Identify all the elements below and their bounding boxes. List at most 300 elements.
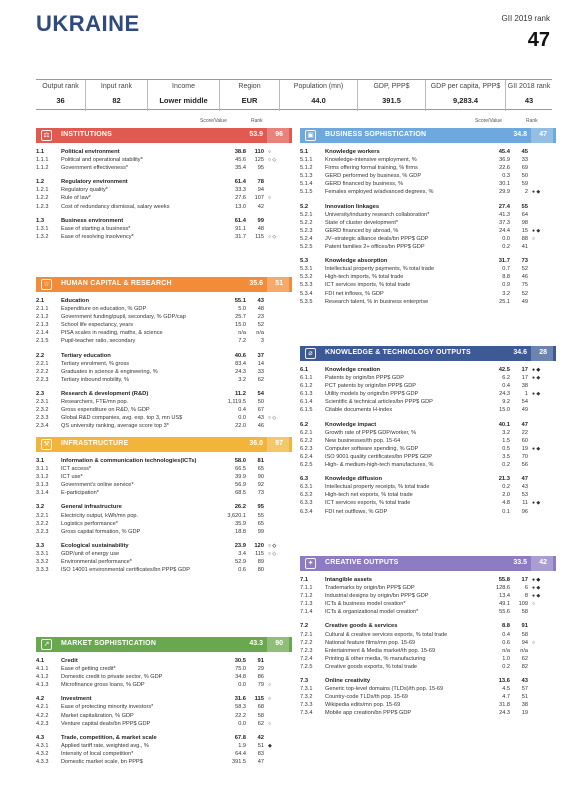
indicator-rank: 52 xyxy=(521,266,528,273)
indicator-row xyxy=(36,465,292,473)
indicator-score: 0.0 xyxy=(238,720,246,727)
left-score-header: Score/Value xyxy=(200,118,227,124)
indicator-score: 45.6 xyxy=(235,157,246,164)
indicator-score: 13.6 xyxy=(498,678,510,685)
indicator-rank: n/a xyxy=(256,330,264,337)
section-title: MARKET SOPHISTICATION xyxy=(61,640,157,647)
indicator-code: 7.2.5 xyxy=(300,663,313,670)
indicator-code: 3.1 xyxy=(36,458,45,464)
indicator-row xyxy=(36,194,292,202)
indicator-name: Information & communication technologies(ICTs) xyxy=(61,458,197,464)
indicator-rank: 78 xyxy=(257,179,264,186)
pillar-row xyxy=(300,677,556,685)
indicator-row xyxy=(36,520,292,528)
indicator-code: 6.2.3 xyxy=(300,445,313,452)
indicator-rank: 54 xyxy=(257,390,264,397)
indicator-code: 4.2.3 xyxy=(36,720,49,727)
strength-weakness-marker: ○ xyxy=(532,235,536,242)
pillar-row xyxy=(36,297,292,305)
indicator-rank: 86 xyxy=(257,674,264,681)
indicator-row xyxy=(36,406,292,414)
indicator-rank: 46 xyxy=(521,274,528,281)
indicator-row xyxy=(36,703,292,711)
indicator-row xyxy=(300,235,556,243)
indicator-row xyxy=(36,156,292,164)
summary-table xyxy=(36,79,552,110)
indicator-score: 55.8 xyxy=(498,577,510,583)
indicator-code: 6.3.3 xyxy=(300,500,313,507)
indicator-row xyxy=(300,211,556,219)
indicator-rank: 43 xyxy=(257,298,264,304)
indicator-group xyxy=(36,297,292,346)
indicator-score: 4.7 xyxy=(502,694,510,701)
indicator-row xyxy=(300,663,556,671)
indicator-name: Researchers, FTE/mn pop. xyxy=(61,399,129,406)
indicator-code: 1.2.1 xyxy=(36,187,49,194)
strength-weakness-marker: ● ◆ xyxy=(532,367,541,373)
indicator-rank: 50 xyxy=(521,173,528,180)
indicator-score: 24.3 xyxy=(235,368,246,375)
summary-value: 44.0 xyxy=(311,96,326,105)
indicator-code: 5.1.1 xyxy=(300,157,313,164)
pillar-row xyxy=(36,695,292,703)
indicator-score: 0.3 xyxy=(502,173,510,180)
indicator-score: 0.6 xyxy=(238,567,246,574)
pillar-row xyxy=(300,622,556,630)
section-title: HUMAN CAPITAL & RESEARCH xyxy=(61,280,172,287)
indicator-score: 24.4 xyxy=(499,227,510,234)
indicator-code: 1.2 xyxy=(36,179,45,186)
indicator-rank: 62 xyxy=(257,720,264,727)
indicator-rank: 55 xyxy=(257,512,264,519)
indicator-name: Mobile app creation/bn PPP$ GDP xyxy=(325,710,412,717)
section-body xyxy=(36,452,292,574)
indicator-row xyxy=(36,665,292,673)
indicator-name: Environmental performance* xyxy=(61,559,132,566)
indicator-name: New businesses/th pop. 15-64 xyxy=(325,437,401,444)
indicator-score: 1.0 xyxy=(502,655,510,662)
indicator-code: 4.1.3 xyxy=(36,682,49,689)
summary-label: Output rank xyxy=(42,83,79,90)
indicator-name: Gross expenditure on R&D, % GDP xyxy=(61,407,150,414)
indicator-code: 6.1.1 xyxy=(300,375,313,382)
indicator-row xyxy=(300,445,556,453)
indicator-rank: 2 xyxy=(524,189,528,196)
section-rank: 96 xyxy=(275,131,283,138)
pillar-row xyxy=(36,178,292,186)
indicator-score: 1.5 xyxy=(502,437,510,444)
indicator-rank: 51 xyxy=(521,694,528,701)
indicator-rank: 94 xyxy=(257,187,264,194)
section-title: INSTITUTIONS xyxy=(61,131,113,138)
section-rank: 90 xyxy=(275,640,283,647)
indicator-score: 22.2 xyxy=(235,712,246,719)
indicator-score: 68.5 xyxy=(235,490,246,497)
indicator-code: 5.1.3 xyxy=(300,173,313,180)
summary-label: GDP, PPP$ xyxy=(373,83,410,90)
indicator-code: 7.1.4 xyxy=(300,609,313,616)
country-name: UKRAINE xyxy=(36,11,140,36)
indicator-row xyxy=(36,742,292,750)
indicator-name: Creative goods & services xyxy=(325,623,398,630)
strength-weakness-marker: ● ◆ xyxy=(532,445,541,452)
summary-cell xyxy=(506,80,552,111)
indicator-row xyxy=(300,647,556,655)
section-creative xyxy=(300,556,556,718)
indicator-name: High- & medium-high-tech manufactures, % xyxy=(325,462,434,469)
indicator-name: E-participation* xyxy=(61,490,99,497)
indicator-rank: 83 xyxy=(257,750,264,757)
indicator-code: 1.1.1 xyxy=(36,157,49,164)
section-title: KNOWLEDGE & TECHNOLOGY OUTPUTS xyxy=(325,349,471,356)
indicator-code: 6.1.3 xyxy=(300,391,313,398)
indicator-score: n/a xyxy=(238,330,246,337)
indicator-score: 31.7 xyxy=(235,233,246,240)
pillar-row xyxy=(300,366,556,374)
indicator-rank: 62 xyxy=(257,376,264,383)
indicator-rank: 125 xyxy=(254,157,264,164)
section-score: 33.5 xyxy=(513,559,527,566)
indicator-row xyxy=(300,655,556,663)
indicator-name: Ease of getting credit* xyxy=(61,666,116,673)
indicator-group xyxy=(36,390,292,430)
indicator-row xyxy=(36,203,292,211)
indicator-row xyxy=(36,233,292,241)
business-icon: ▣ xyxy=(305,130,316,141)
indicator-rank: 94 xyxy=(521,639,528,646)
indicator-code: 5.1.5 xyxy=(300,189,313,196)
section-header xyxy=(300,128,556,143)
indicator-name: Citable documents H-index xyxy=(325,407,393,414)
page-header xyxy=(0,0,584,70)
indicator-code: 7.3.2 xyxy=(300,694,313,701)
indicator-row xyxy=(300,461,556,469)
indicator-score: 35.4 xyxy=(235,165,246,172)
indicator-code: 2.3.3 xyxy=(36,415,49,422)
indicator-rank: 53 xyxy=(521,492,528,499)
indicator-rank: 17 xyxy=(521,577,528,583)
indicator-rank: 62 xyxy=(521,655,528,662)
indicator-score: 52.9 xyxy=(235,559,246,566)
indicator-name: Political and operational stability* xyxy=(61,157,143,164)
indicator-code: 6.1.2 xyxy=(300,383,313,390)
indicator-name: ICT use* xyxy=(61,474,83,481)
indicator-rank: 99 xyxy=(257,217,264,224)
indicator-name: Wikipedia edits/mn pop. 15-69 xyxy=(325,702,401,709)
indicator-code: 5.2.2 xyxy=(300,219,313,226)
pillar-row xyxy=(300,421,556,429)
indicator-group xyxy=(36,695,292,727)
indicator-name: Knowledge diffusion xyxy=(325,476,382,483)
section-header xyxy=(36,637,292,652)
indicator-row xyxy=(36,422,292,430)
section-score: 34.6 xyxy=(513,349,527,356)
strength-weakness-marker: ● ◆ xyxy=(532,577,541,583)
creative-icon: ✦ xyxy=(305,558,316,569)
indicator-rank: 92 xyxy=(257,482,264,489)
summary-cell xyxy=(36,80,86,111)
indicator-rank: 91 xyxy=(521,623,528,630)
indicator-code: 2.3.4 xyxy=(36,423,49,430)
indicator-code: 2.1.5 xyxy=(36,338,49,345)
indicator-row xyxy=(36,186,292,194)
indicator-row xyxy=(300,382,556,390)
institutions-icon: ⚖ xyxy=(41,130,52,141)
strength-weakness-marker: ○ xyxy=(268,149,272,155)
indicator-name: National feature films/mn pop. 15-69 xyxy=(325,639,416,646)
indicator-score: 21.3 xyxy=(498,476,510,483)
indicator-score: 0.0 xyxy=(238,415,246,422)
indicator-name: Government funding/pupil, secondary, % GDP/cap xyxy=(61,314,186,321)
indicator-score: 30.5 xyxy=(234,658,246,664)
section-knowledge xyxy=(300,346,556,516)
indicator-row xyxy=(300,437,556,445)
indicator-name: ICT services exports, % total trade xyxy=(325,500,411,507)
indicator-code: 2.1 xyxy=(36,298,45,304)
indicator-rank: 58 xyxy=(521,631,528,638)
indicator-group xyxy=(300,421,556,470)
indicator-row xyxy=(300,608,556,616)
indicator-row xyxy=(300,584,556,592)
indicator-code: 3.2.3 xyxy=(36,528,49,535)
indicator-code: 7.2.2 xyxy=(300,639,313,646)
indicator-score: 2.0 xyxy=(502,492,510,499)
indicator-name: Pupil-teacher ratio, secondary xyxy=(61,338,136,345)
indicator-score: 8.8 xyxy=(501,623,510,630)
indicator-rank: 50 xyxy=(257,399,264,406)
indicator-row xyxy=(300,600,556,608)
indicator-rank: 82 xyxy=(521,663,528,670)
indicator-score: 31.6 xyxy=(234,696,246,703)
indicator-score: 26.2 xyxy=(234,504,246,511)
indicator-rank: 33 xyxy=(521,157,528,164)
indicator-name: High-tech net exports, % total trade xyxy=(325,492,413,499)
indicator-name: GERD performed by business, % GDP xyxy=(325,173,422,180)
indicator-name: Electricity output, kWh/mn pop. xyxy=(61,512,139,519)
indicator-name: ICTs & organizational model creation* xyxy=(325,609,419,616)
summary-cell xyxy=(358,80,426,111)
section-title: BUSINESS SOPHISTICATION xyxy=(325,131,427,138)
indicator-code: 4.1.1 xyxy=(36,666,49,673)
indicator-row xyxy=(36,398,292,406)
indicator-code: 5.1.2 xyxy=(300,165,313,172)
indicator-rank: 49 xyxy=(521,407,528,414)
indicator-code: 4.3.2 xyxy=(36,750,49,757)
indicator-code: 5.3.1 xyxy=(300,266,313,273)
indicator-score: 24.3 xyxy=(499,710,510,717)
indicator-rank: 57 xyxy=(521,686,528,693)
indicator-row xyxy=(300,429,556,437)
indicator-score: 40.6 xyxy=(234,352,246,359)
indicator-code: 4.3 xyxy=(36,734,45,741)
indicator-rank: 56 xyxy=(521,462,528,469)
indicator-rank: 59 xyxy=(521,181,528,188)
indicator-rank: 23 xyxy=(257,314,264,321)
indicator-code: 7.3 xyxy=(300,678,309,685)
indicator-name: Tertiary education xyxy=(61,352,111,359)
indicator-score: 128.6 xyxy=(496,585,510,592)
indicator-rank: 95 xyxy=(257,504,264,511)
indicator-group xyxy=(300,677,556,717)
indicator-name: Online creativity xyxy=(325,678,371,685)
pillar-row xyxy=(300,148,556,156)
right-score-header: Score/Value xyxy=(475,118,502,124)
indicator-score: 4.8 xyxy=(502,500,510,507)
indicator-code: 6.1 xyxy=(300,367,309,373)
indicator-rank: 14 xyxy=(257,360,264,367)
indicator-code: 3.1.1 xyxy=(36,466,49,473)
indicator-name: Research & development (R&D) xyxy=(61,390,149,397)
pillar-row xyxy=(300,257,556,265)
indicator-row xyxy=(36,550,292,558)
section-rank: 97 xyxy=(275,440,283,447)
strength-weakness-marker: ○ xyxy=(532,639,536,646)
indicator-row xyxy=(36,750,292,758)
indicator-name: Intellectual property receipts, % total trade xyxy=(325,484,430,491)
indicator-code: 2.1.2 xyxy=(36,314,49,321)
indicator-code: 2.2 xyxy=(36,352,45,359)
section-header xyxy=(36,128,292,143)
indicator-row xyxy=(36,473,292,481)
section-score: 34.8 xyxy=(513,131,527,138)
indicator-row xyxy=(300,508,556,516)
indicator-code: 7.1.3 xyxy=(300,601,313,608)
indicator-code: 7.1.1 xyxy=(300,585,313,592)
indicator-name: Regulatory environment xyxy=(61,179,128,186)
indicator-score: 30.1 xyxy=(499,181,510,188)
indicator-name: Creative goods exports, % total trade xyxy=(325,663,418,670)
indicator-name: Credit xyxy=(61,658,78,664)
indicator-group xyxy=(300,203,556,252)
market-icon: ↗ xyxy=(41,639,52,650)
strength-weakness-marker: ◆ xyxy=(268,742,272,749)
indicator-score: 49.1 xyxy=(499,601,510,608)
indicator-row xyxy=(300,265,556,273)
indicator-score: 5.0 xyxy=(238,306,246,313)
indicator-rank: 115 xyxy=(254,696,264,703)
indicator-rank: 60 xyxy=(521,437,528,444)
indicator-score: 42.5 xyxy=(498,367,510,373)
indicator-group xyxy=(300,148,556,197)
indicator-code: 5.2.3 xyxy=(300,227,313,234)
indicator-rank: 109 xyxy=(518,601,528,608)
indicator-score: 24.3 xyxy=(499,391,510,398)
indicator-name: State of cluster development* xyxy=(325,219,399,226)
indicator-group xyxy=(300,366,556,415)
indicator-score: 75.0 xyxy=(235,666,246,673)
indicator-score: 56.9 xyxy=(235,482,246,489)
indicator-row xyxy=(36,313,292,321)
indicator-name: Knowledge absorption xyxy=(325,258,388,265)
indicator-rank: 19 xyxy=(521,445,528,452)
indicator-code: 6.1.5 xyxy=(300,407,313,414)
indicator-score: 9.2 xyxy=(502,399,510,406)
indicator-name: Computer software spending, % GDP xyxy=(325,445,419,452)
section-header xyxy=(300,346,556,361)
indicator-code: 5.3.2 xyxy=(300,274,313,281)
indicator-rank: 99 xyxy=(257,528,264,535)
indicator-code: 4.3.3 xyxy=(36,759,49,766)
indicator-score: 0.2 xyxy=(502,663,510,670)
indicator-name: FDI net outflows, % GDP xyxy=(325,508,388,515)
indicator-name: Domestic market scale, bn PPP$ xyxy=(61,759,143,766)
section-rank: 51 xyxy=(275,280,283,287)
indicator-rank: 58 xyxy=(257,712,264,719)
indicator-code: 2.2.2 xyxy=(36,368,49,375)
summary-label: Region xyxy=(238,83,261,90)
section-body xyxy=(36,143,292,241)
indicator-rank: 73 xyxy=(257,490,264,497)
indicator-score: 6.2 xyxy=(502,375,510,382)
indicator-rank: 42 xyxy=(257,734,264,741)
indicator-name: Trade, competition, & market scale xyxy=(61,734,157,741)
indicator-code: 6.3.1 xyxy=(300,484,313,491)
infrastructure-icon: ⚒ xyxy=(41,439,52,450)
indicator-row xyxy=(300,592,556,600)
indicator-rank: 58 xyxy=(521,609,528,616)
indicator-code: 3.3.2 xyxy=(36,559,49,566)
indicator-code: 6.2.1 xyxy=(300,429,313,436)
indicator-row xyxy=(36,673,292,681)
indicator-code: 5.2 xyxy=(300,203,309,210)
indicator-code: 6.2 xyxy=(300,421,309,428)
indicator-score: 3.5 xyxy=(502,453,510,460)
indicator-rank: n/a xyxy=(520,647,528,654)
indicator-rank: 54 xyxy=(521,399,528,406)
strength-weakness-marker: ● ◆ xyxy=(532,500,541,507)
indicator-name: Printing & other media, % manufacturing xyxy=(325,655,426,662)
pillar-row xyxy=(36,457,292,465)
indicator-score: 1.9 xyxy=(238,742,246,749)
indicator-code: 2.3.1 xyxy=(36,399,49,406)
indicator-score: 27.6 xyxy=(235,195,246,202)
indicator-code: 7.2.1 xyxy=(300,631,313,638)
indicator-score: 58.0 xyxy=(234,458,246,464)
section-body xyxy=(300,361,556,516)
strength-weakness-marker: ○ ◇ xyxy=(268,157,277,164)
indicator-name: Gross capital formation, % GDP xyxy=(61,528,141,535)
indicator-code: 2.3.2 xyxy=(36,407,49,414)
indicator-name: Government's online service* xyxy=(61,482,134,489)
summary-value: 391.5 xyxy=(382,96,401,105)
indicator-rank: 43 xyxy=(257,415,264,422)
indicator-score: 8.8 xyxy=(502,274,510,281)
indicator-code: 7.3.1 xyxy=(300,686,313,693)
section-market xyxy=(36,637,292,766)
indicator-name: Intangible assets xyxy=(325,577,373,583)
indicator-code: 1.3.1 xyxy=(36,225,49,232)
indicator-group xyxy=(36,457,292,497)
indicator-name: Patent families 2+ offices/bn PPP$ GDP xyxy=(325,244,425,251)
indicator-code: 1.1.2 xyxy=(36,165,49,172)
indicator-rank: 8 xyxy=(524,593,528,600)
section-body xyxy=(300,143,556,306)
indicator-name: Political environment xyxy=(61,149,120,155)
indicator-score: 3.4 xyxy=(238,550,246,557)
indicator-score: 3.2 xyxy=(238,376,246,383)
section-human_capital xyxy=(36,277,292,430)
indicator-score: 40.1 xyxy=(498,421,510,428)
indicator-row xyxy=(300,491,556,499)
section-body xyxy=(300,571,556,718)
strength-weakness-marker: ● ◆ xyxy=(532,227,541,234)
indicator-code: 6.2.5 xyxy=(300,462,313,469)
indicator-name: Utility models by origin/bn PPP$ GDP xyxy=(325,391,419,398)
indicator-row xyxy=(36,720,292,728)
indicator-row xyxy=(300,227,556,235)
indicator-rank: 80 xyxy=(257,567,264,574)
indicator-name: Growth rate of PPP$ GDP/worker, % xyxy=(325,429,417,436)
